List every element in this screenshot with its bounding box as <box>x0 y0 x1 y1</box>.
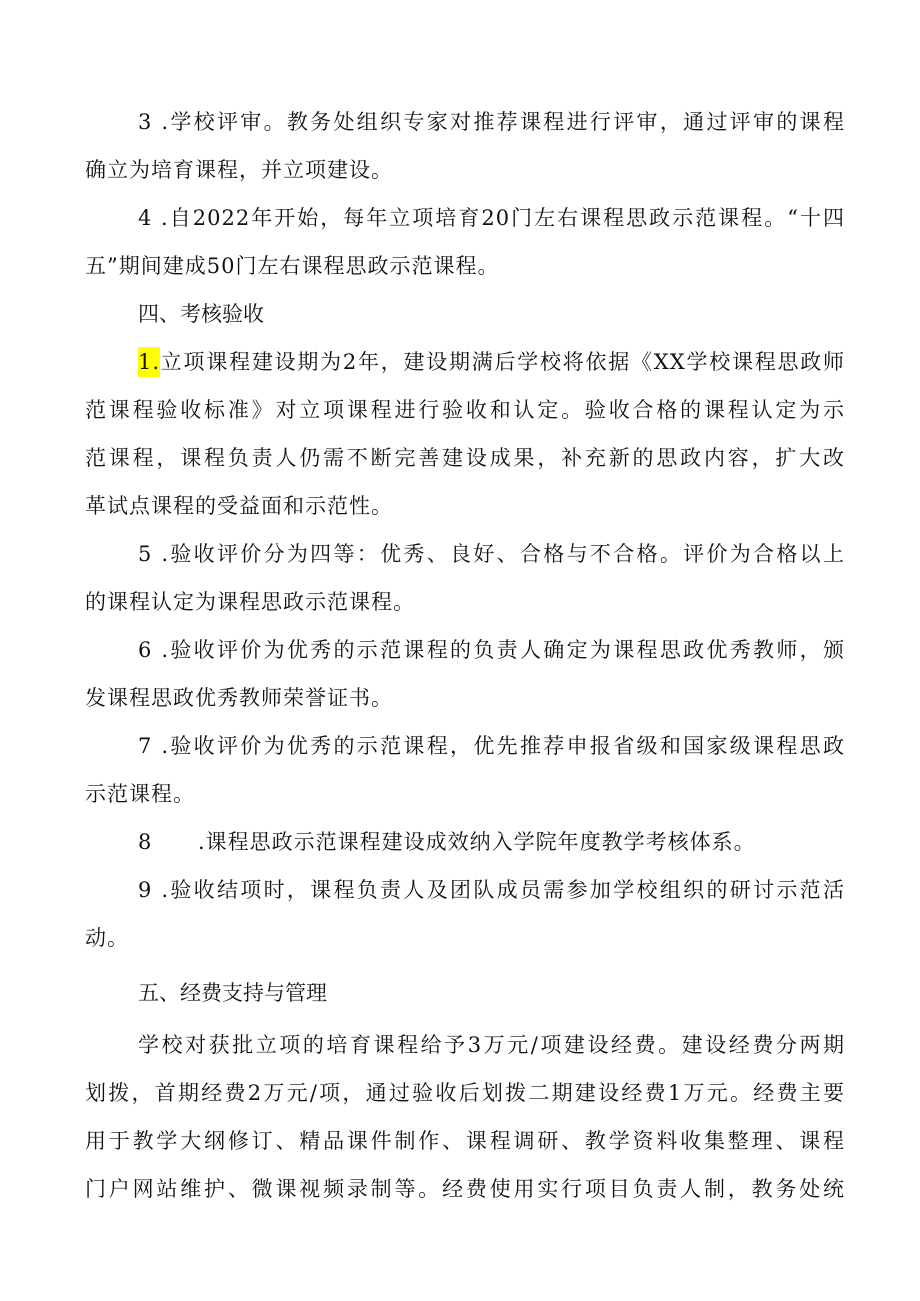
item-1-line-1 <box>138 347 845 377</box>
section-heading-acceptance: 四、考核验收 <box>138 302 264 326</box>
section-heading-funding: 五、经费支持与管理 <box>138 981 327 1005</box>
item-9-line-1: 9 .验收结项时，课程负责人及团队成员需参加学校组织的研讨示范活 <box>138 878 845 902</box>
item-7-line-2: 示范课程。 <box>85 782 195 806</box>
item-9-line-2: 动。 <box>85 926 129 950</box>
item-5-line-1: 5 .验收评价分为四等：优秀、良好、合格与不合格。评价为合格以上 <box>138 542 845 566</box>
item-4-line-1: 4 .自2022年开始，每年立项培育20门左右课程思政示范课程。“十四 <box>138 206 845 230</box>
item-3-line-2: 确立为培育课程，并立项建设。 <box>85 158 393 182</box>
item-3-line-1: 3 .学校评审。教务处组织专家对推荐课程进行评审，通过评审的课程 <box>138 110 845 134</box>
item-1-line-4: 革试点课程的受益面和示范性。 <box>85 494 393 518</box>
item-6-line-1: 6 .验收评价为优秀的示范课程的负责人确定为课程思政优秀教师，颁 <box>138 638 845 662</box>
item-8-line-1 <box>138 827 845 857</box>
item-8-number: 8 <box>138 830 153 854</box>
funding-line-2: 划拨，首期经费2万元/项，通过验收后划拨二期建设经费1万元。经费主要 <box>85 1081 845 1105</box>
item-8-text: .课程思政示范课程建设成效纳入学院年度教学考核体系。 <box>198 830 756 854</box>
item-6-line-2: 发课程思政优秀教师荣誉证书。 <box>85 686 393 710</box>
item-1-line-3: 范课程，课程负责人仍需不断完善建设成果，补充新的思政内容，扩大改 <box>85 446 845 470</box>
funding-line-1: 学校对获批立项的培育课程给予3万元/项建设经费。建设经费分两期 <box>138 1033 845 1057</box>
item-1-text: 立项课程建设期为2年，建设期满后学校将依据《XX学校课程思政师 <box>160 350 845 374</box>
item-7-line-1: 7 .验收评价为优秀的示范课程，优先推荐申报省级和国家级课程思政 <box>138 734 845 758</box>
funding-line-3: 用于教学大纲修订、精品课件制作、课程调研、教学资料收集整理、课程 <box>85 1129 845 1153</box>
item-1-line-2: 范课程验收标准》对立项课程进行验收和认定。验收合格的课程认定为示 <box>85 398 845 422</box>
item-4-line-2: 五”期间建成50门左右课程思政示范课程。 <box>85 254 500 278</box>
item-5-line-2: 的课程认定为课程思政示范课程。 <box>85 590 415 614</box>
funding-line-4: 门户网站维护、微课视频录制等。经费使用实行项目负责人制，教务处统 <box>85 1177 845 1201</box>
item-1-number: 1. <box>138 347 160 377</box>
